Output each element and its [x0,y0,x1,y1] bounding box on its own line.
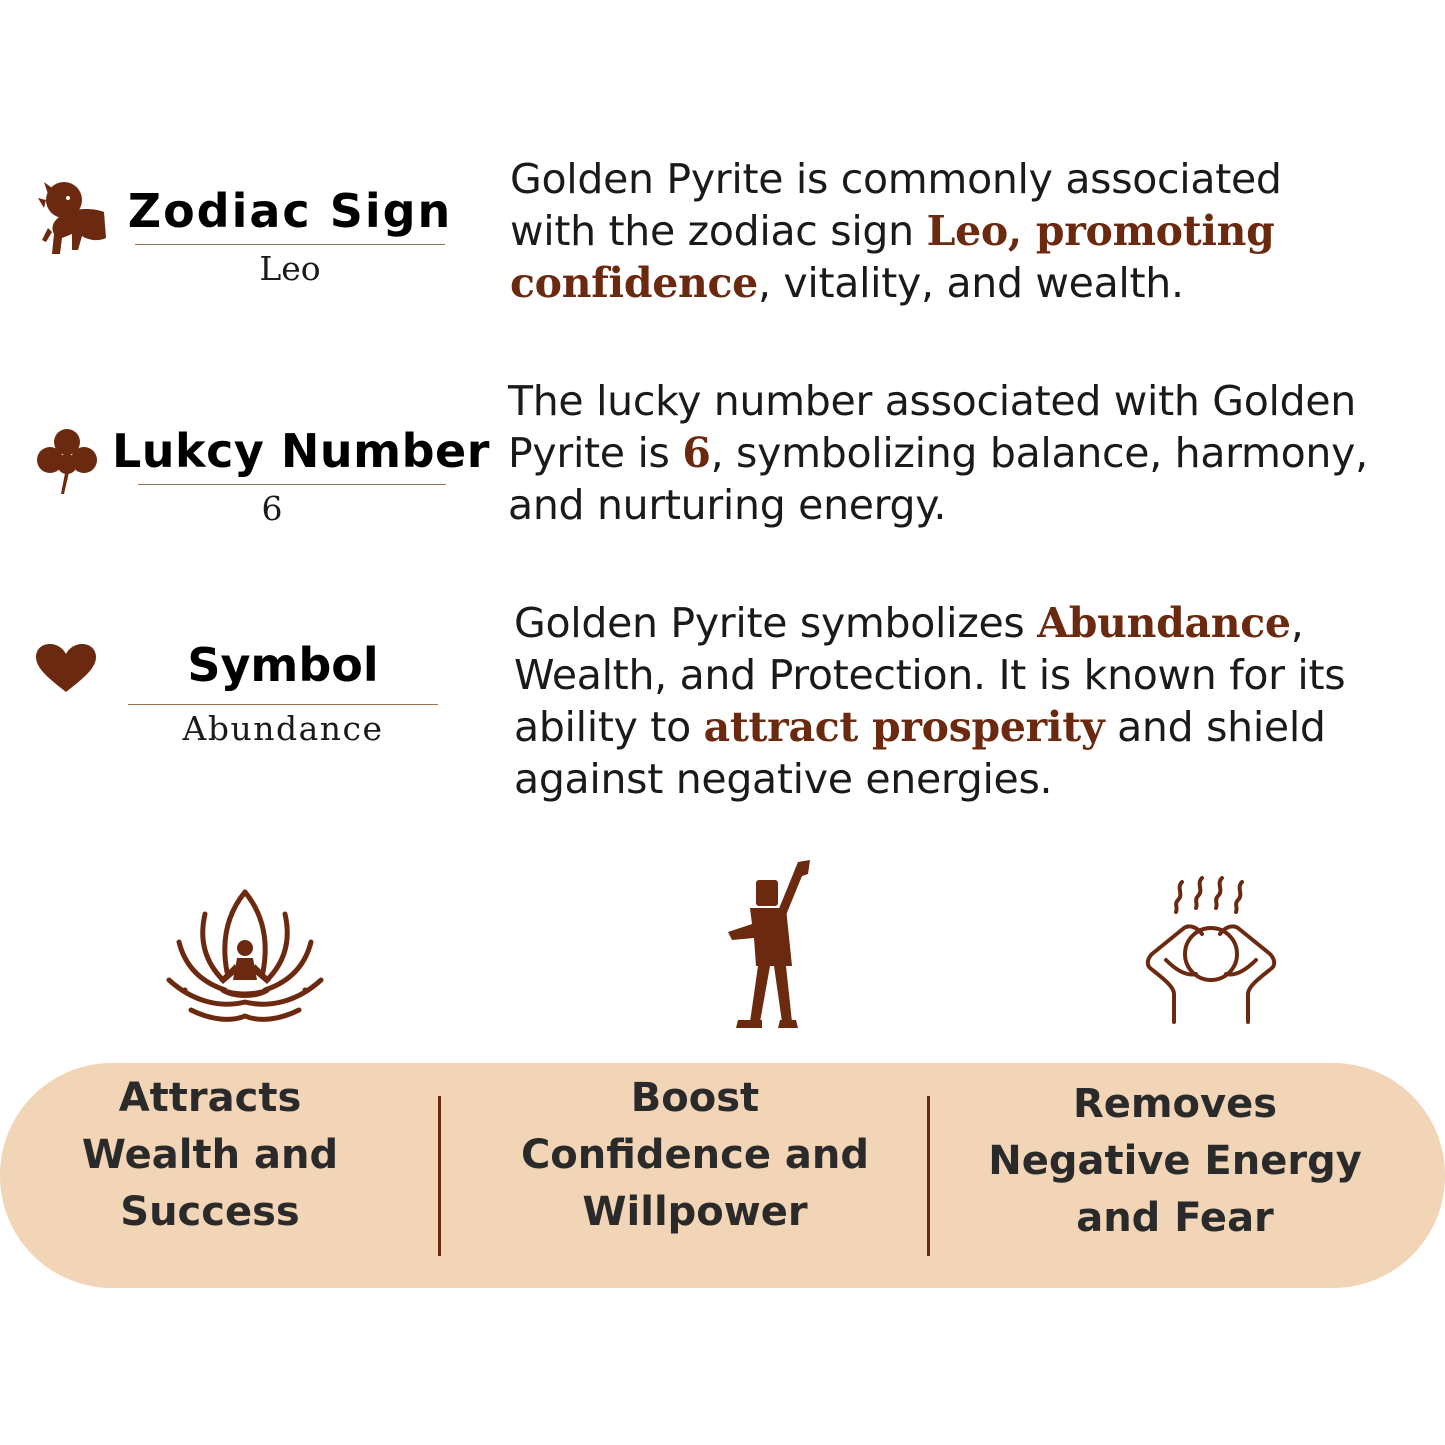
lucky-desc-highlight: 6 [682,429,711,477]
benefit-wealth [60,1070,360,1241]
symbol-title: Symbol [187,638,379,692]
symbol-value: Abundance [182,709,384,748]
benefit-confidence-line-2: Confidence and [520,1132,870,1178]
benefit-negative-energy-line-1: Removes [1072,1081,1278,1127]
zodiac-divider [135,244,445,245]
zodiac-description [510,153,1370,309]
benefit-confidence [500,1070,890,1241]
raised-fist-person-icon [722,858,816,1032]
benefit-negative-energy [980,1076,1370,1247]
stress-head-icon [1144,876,1278,1026]
benefit-wealth-line-2: Wealth and [81,1132,339,1178]
symbol-label [126,638,440,748]
symbol-description [514,597,1394,805]
lucky-number-divider [138,484,446,485]
symbol-desc-text-1: Golden Pyrite symbolizes [514,599,1038,647]
symbol-desc-highlight-1: Abundance [1037,599,1291,647]
lucky-desc-text-1: The lucky number associated with Golden Pyrite is [508,377,1356,477]
lucky-number-label [112,424,490,528]
clover-icon [30,424,104,498]
symbol-desc-text-2: , Wealth, and Protection. It is known for its ability to [514,599,1346,751]
zodiac-title: Zodiac Sign [127,184,453,238]
heart-icon [36,644,96,694]
lucky-number-description [508,375,1413,531]
lotus-meditation-icon [165,884,325,1024]
lion-icon [38,178,108,258]
symbol-divider [128,704,438,705]
benefits-divider-1 [438,1096,441,1256]
lucky-number-value: 6 [261,489,283,528]
benefit-wealth-line-3: Success [120,1189,300,1235]
benefit-confidence-line-1: Boost [630,1075,760,1121]
lucky-number-title: Lukcy Number [112,424,490,478]
benefit-confidence-line-3: Willpower [582,1189,808,1235]
zodiac-desc-highlight: Leo, promoting confidence [510,207,1275,307]
benefit-negative-energy-line-2: Negative Energy [988,1138,1362,1184]
zodiac-desc-text-1: Golden Pyrite is commonly associated with the zodiac sign [510,155,1282,255]
lucky-desc-text-2: , symbolizing balance, harmony, and nurturing energy. [508,429,1368,529]
benefits-divider-2 [927,1096,930,1256]
zodiac-desc-text-2: , vitality, and wealth. [757,259,1184,307]
symbol-desc-text-3: and shield against negative energies. [514,703,1326,803]
zodiac-value: Leo [259,249,321,288]
symbol-desc-highlight-2: attract prosperity [703,703,1105,751]
benefit-wealth-line-1: Attracts [118,1075,302,1121]
benefit-negative-energy-line-3: and Fear [1076,1195,1274,1241]
zodiac-label [124,184,456,288]
